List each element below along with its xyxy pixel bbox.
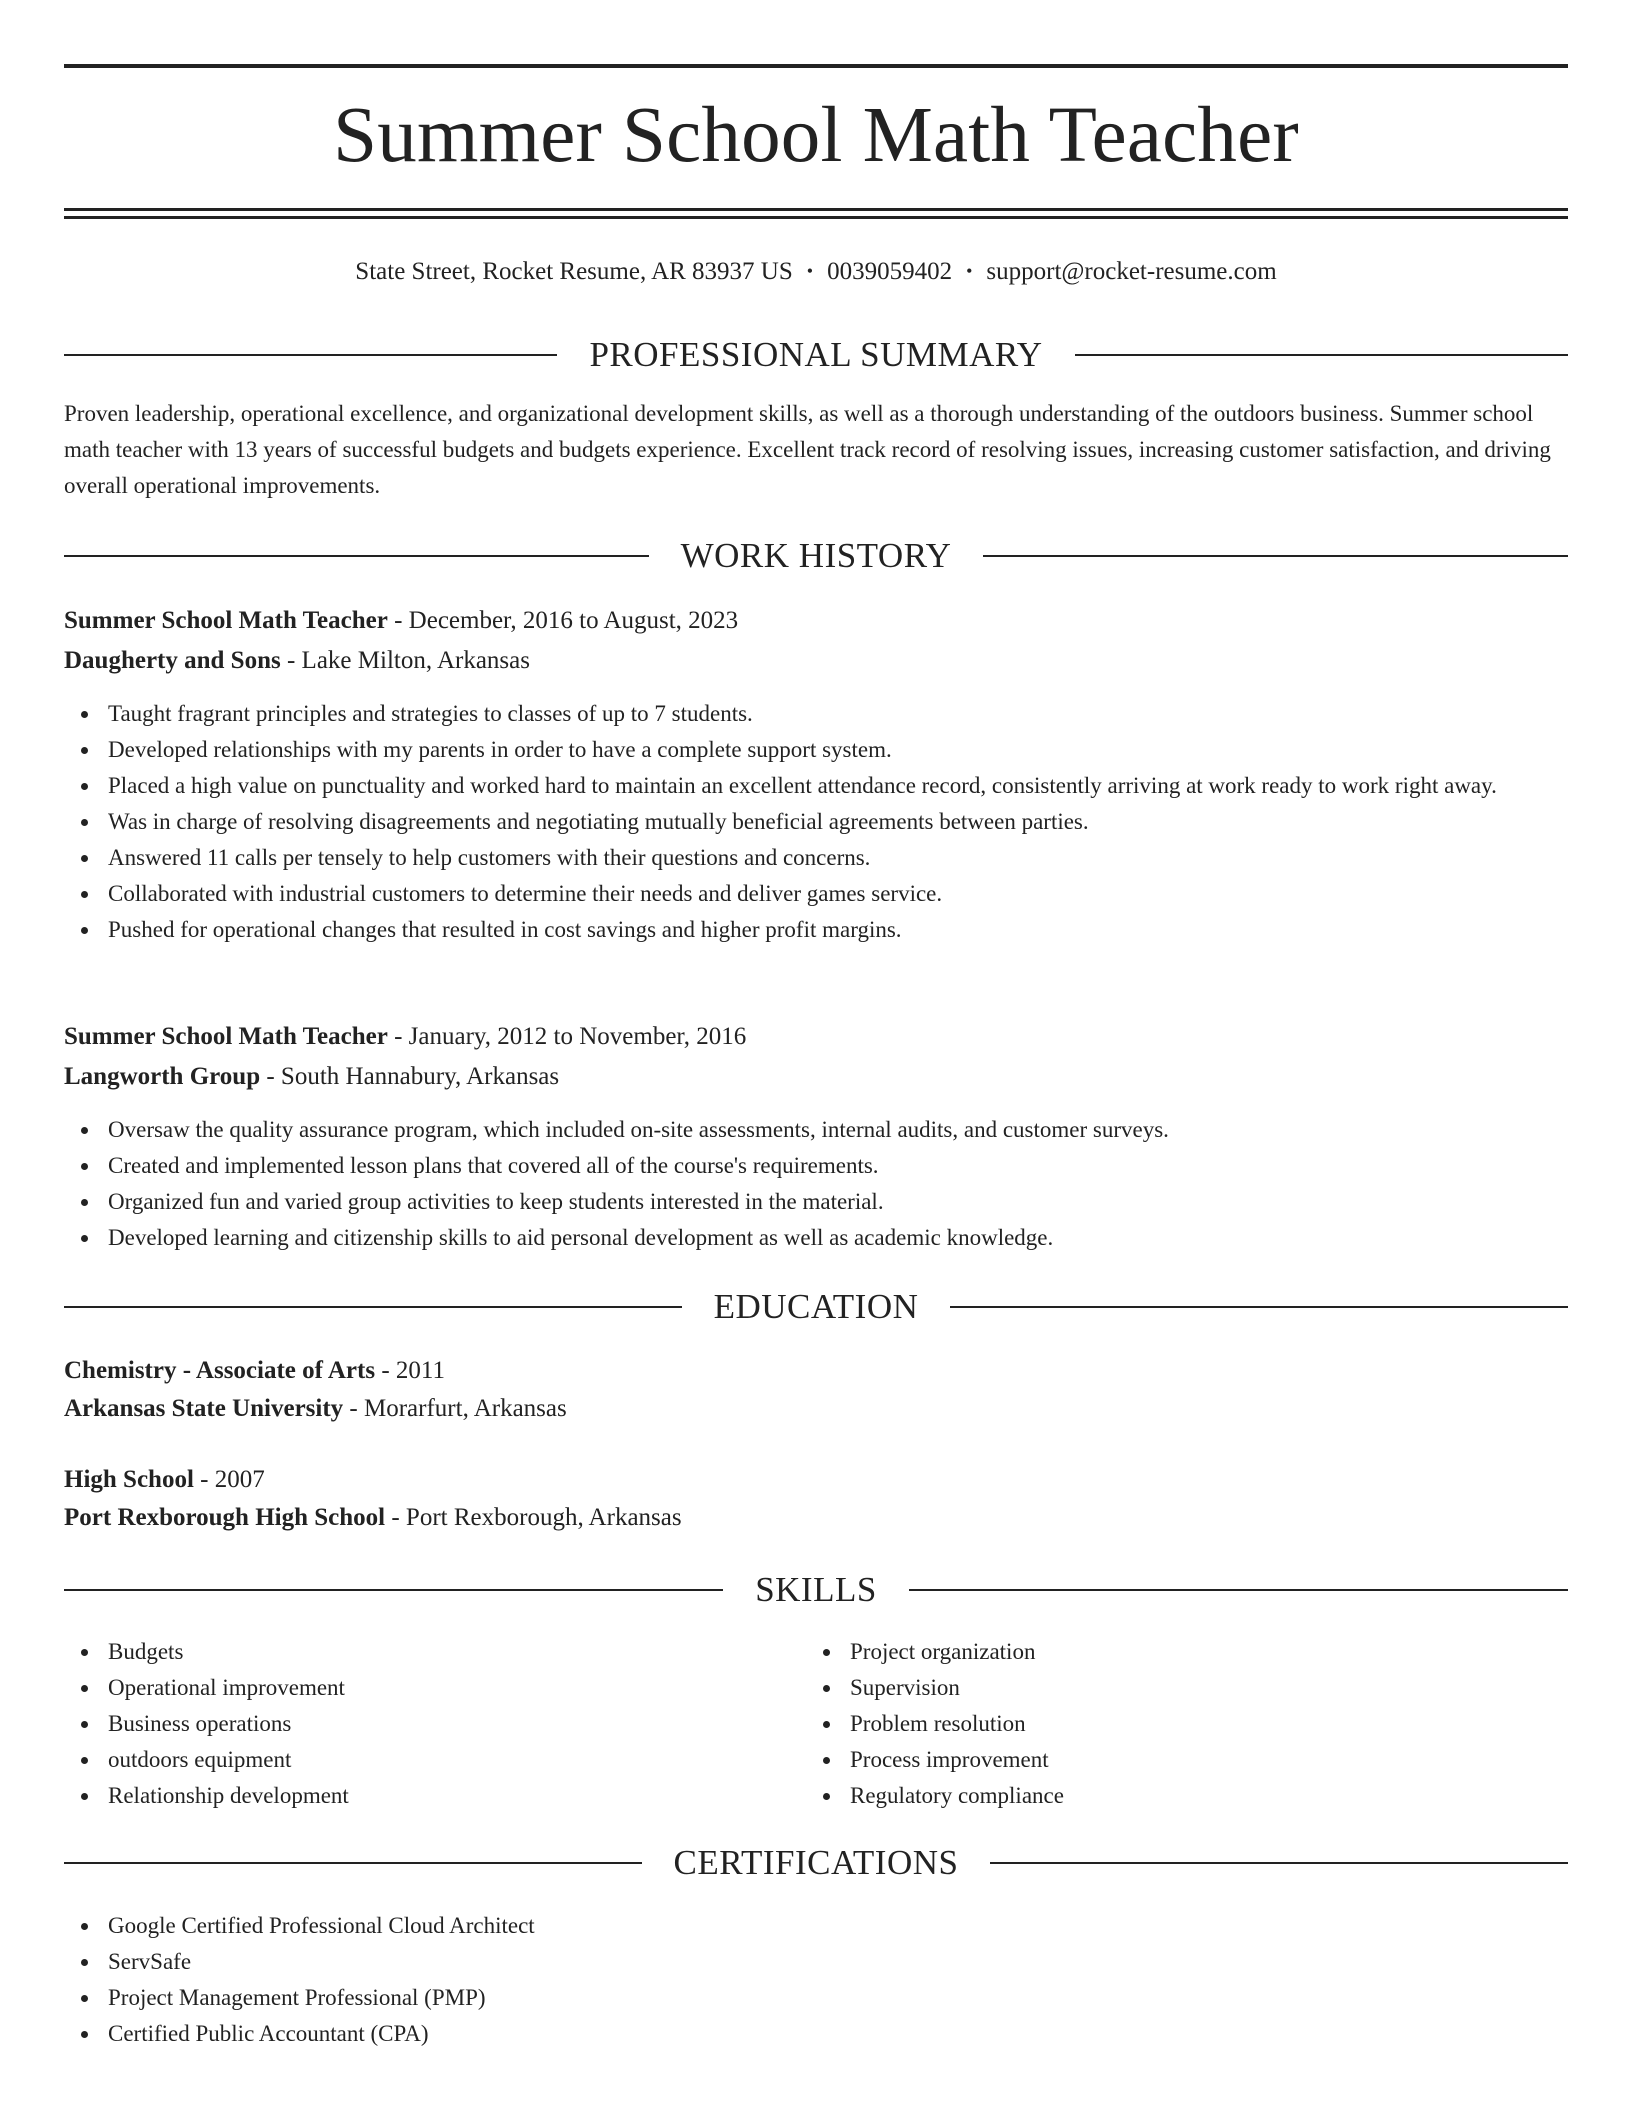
job-title: Summer School Math Teacher <box>64 1023 388 1050</box>
education-degree-line <box>64 1462 1568 1498</box>
education-degree: High School <box>64 1466 194 1493</box>
certification-item: ServSafe <box>64 1944 1568 1980</box>
skills-list-right <box>806 1634 1632 1814</box>
title-rule-upper <box>64 208 1568 211</box>
skill-item: Problem resolution <box>806 1706 1632 1742</box>
skill-item: Budgets <box>64 1634 1568 1670</box>
job-dates: - January, 2012 to November, 2016 <box>387 1023 747 1050</box>
list-item: Answered 11 calls per tensely to help customers with their questions and concerns. <box>64 840 1568 876</box>
certification-item: Certified Public Accountant (CPA) <box>64 2016 1568 2052</box>
divider-line <box>990 1862 1568 1864</box>
divider-line <box>983 555 1568 557</box>
section-header-certifications <box>64 1840 1568 1886</box>
divider-line <box>64 1306 682 1308</box>
list-item: Developed learning and citizenship skills to aid personal development as well as academic knowledge. <box>64 1220 1568 1256</box>
list-item: Developed relationships with my parents in order to have a complete support system. <box>64 732 1568 768</box>
contact-line <box>64 254 1568 289</box>
certification-item: Google Certified Professional Cloud Architect <box>64 1908 1568 1944</box>
education-school: Arkansas State University <box>64 1395 344 1422</box>
skill-item: Relationship development <box>64 1778 1568 1814</box>
job-dates: - December, 2016 to August, 2023 <box>387 607 739 634</box>
section-header-skills <box>64 1567 1568 1613</box>
section-title-summary: PROFESSIONAL SUMMARY <box>589 335 1043 374</box>
certifications-list <box>64 1908 1568 2052</box>
education-location: - Morarfurt, Arkansas <box>343 1395 567 1422</box>
job-company: Daugherty and Sons <box>64 647 281 674</box>
divider-line <box>64 1589 723 1591</box>
skill-item: Operational improvement <box>64 1670 1568 1706</box>
education-school-line <box>64 1391 1568 1427</box>
job-bullets <box>64 696 1568 948</box>
section-header-education <box>64 1284 1568 1330</box>
divider-line <box>64 1862 642 1864</box>
skill-item: Supervision <box>806 1670 1632 1706</box>
job-company-line <box>64 643 1568 679</box>
section-title-work: WORK HISTORY <box>680 536 952 575</box>
divider-line <box>1075 354 1568 356</box>
job-title-line <box>64 603 1568 639</box>
education-degree: Chemistry - Associate of Arts <box>64 1357 376 1384</box>
job-location: - Lake Milton, Arkansas <box>280 647 530 674</box>
education-school: Port Rexborough High School <box>64 1504 386 1531</box>
job-bullets <box>64 1112 1568 1256</box>
divider-line <box>909 1589 1568 1591</box>
contact-address: State Street, Rocket Resume, AR 83937 US <box>355 258 793 285</box>
job-title-line <box>64 1019 1568 1055</box>
list-item: Oversaw the quality assurance program, which included on-site assessments, internal audits, and customer surveys. <box>64 1112 1568 1148</box>
section-title-skills: SKILLS <box>755 1570 877 1609</box>
divider-line <box>950 1306 1568 1308</box>
job-title: Summer School Math Teacher <box>64 607 388 634</box>
education-year: - 2011 <box>375 1357 445 1384</box>
list-item: Collaborated with industrial customers to determine their needs and deliver games service. <box>64 876 1568 912</box>
summary-text: Proven leadership, operational excellence, and organizational development skills, as well as a thorough understanding of the outdoors business. Summer school math teacher with 13 years of successful budgets and budgets experience. Excellent track record of resolving issues, increasing customer satisfaction, and driving overall operational improvements. <box>64 401 1551 498</box>
section-header-summary <box>64 332 1568 378</box>
section-title-education: EDUCATION <box>713 1287 919 1326</box>
contact-email[interactable]: support@rocket-resume.com <box>986 258 1277 285</box>
title-rule-lower <box>64 216 1568 219</box>
skill-item: Regulatory compliance <box>806 1778 1632 1814</box>
job-company-line <box>64 1059 1568 1095</box>
divider-line <box>64 555 649 557</box>
certification-item: Project Management Professional (PMP) <box>64 1980 1568 2016</box>
section-title-certifications: CERTIFICATIONS <box>673 1843 959 1882</box>
list-item: Was in charge of resolving disagreements and negotiating mutually beneficial agreements between parties. <box>64 804 1568 840</box>
education-location: - Port Rexborough, Arkansas <box>385 1504 682 1531</box>
contact-separator: • <box>966 261 973 281</box>
top-rule <box>64 64 1568 68</box>
list-item: Placed a high value on punctuality and worked hard to maintain an excellent attendance record, consistently arriving at work ready to work right away. <box>64 768 1568 804</box>
job-location: - South Hannabury, Arkansas <box>260 1063 560 1090</box>
skill-item: Project organization <box>806 1634 1632 1670</box>
list-item: Pushed for operational changes that resulted in cost savings and higher profit margins. <box>64 912 1568 948</box>
education-degree-line <box>64 1353 1568 1389</box>
skill-item: Process improvement <box>806 1742 1632 1778</box>
list-item: Created and implemented lesson plans that covered all of the course's requirements. <box>64 1148 1568 1184</box>
list-item: Taught fragrant principles and strategies to classes of up to 7 students. <box>64 696 1568 732</box>
education-year: - 2007 <box>193 1466 265 1493</box>
skill-item: outdoors equipment <box>64 1742 1568 1778</box>
contact-phone: 0039059402 <box>827 258 953 285</box>
education-school-line <box>64 1500 1568 1536</box>
resume-title: Summer School Math Teacher <box>333 92 1299 179</box>
divider-line <box>64 354 557 356</box>
contact-separator: • <box>806 261 814 281</box>
job-company: Langworth Group <box>64 1063 261 1090</box>
list-item: Organized fun and varied group activities to keep students interested in the material. <box>64 1184 1568 1220</box>
skill-item: Business operations <box>64 1706 1568 1742</box>
section-header-work <box>64 533 1568 579</box>
